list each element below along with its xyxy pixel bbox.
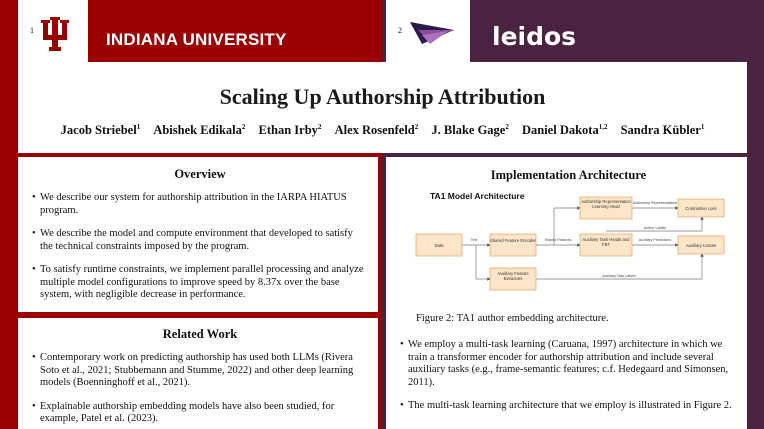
leidos-wordmark: leidos [492, 22, 577, 51]
author: Daniel Dakota$^{1,2}$ [521, 123, 608, 138]
diagram-label-data: Data [434, 243, 444, 248]
author: Alex Rosenfeld$^2$ [334, 123, 419, 138]
list-item: • Explainable authorship embedding models have also been studied, for example, Patel et al. (2023). [32, 401, 368, 426]
list-item: • Contemporary work on predicting authorship has used both LLMs (Rivera Soto et al., 2021; Stubbemann and Stumme, 2022) and other deep learning models (Boenninghoff et al., 2021). [32, 352, 368, 390]
overview-panel [18, 157, 378, 312]
list-item: • We describe our system for authorship attribution in the IARPA HIATUS program. [32, 192, 368, 217]
title-panel [18, 62, 747, 153]
list-item: • We employ a multi-task learning (Caruana, 1997) architecture in which we train a transformer encoder for authorship attribution and include several auxiliary tasks (e.g., frame-semantic features; c.f. Hedegaard and Simonsen, 2011). [400, 339, 740, 389]
iu-logo [18, 0, 88, 62]
overview-heading: Overview [174, 167, 226, 181]
iu-wordmark: INDIANA UNIVERSITY [106, 30, 287, 49]
diagram-label-contrastive-loss: Contrastive Loss [685, 206, 717, 211]
figure-caption: Figure 2: TA1 author embedding architecture. [416, 313, 609, 324]
list-item: • The multi-task learning architecture that we employ is illustrated in Figure 2. [400, 400, 740, 413]
author: Abishek Edikala$^2$ [153, 123, 246, 138]
diagram-label-shared-encoder: Shared Feature Encoder [490, 238, 536, 243]
related-work-panel [18, 318, 378, 429]
author: Jacob Striebel$^1$ [60, 123, 141, 138]
leidos-arrow-icon [408, 18, 458, 48]
author: Ethan Irby$^2$ [258, 123, 322, 138]
list-item: • To satisfy runtime constraints, we implement parallel processing and analyze multiple model configurations to improve speed by 8.37x over the base system, with negligible decrease in performance. [32, 264, 368, 302]
iu-affiliation-number: 1 [30, 26, 34, 35]
edge-label-shared-features: Shared Features [544, 238, 572, 242]
diagram-label-aux-extractors: Auxiliary Feature Extractors [497, 271, 529, 281]
implementation-heading: Implementation Architecture [490, 168, 647, 182]
diagram-label-aux-heads: Auxiliary Task Heads and FBT [582, 237, 630, 247]
implementation-panel [386, 157, 747, 429]
edge-label-auth-repr: Authorship Representations [632, 201, 678, 205]
architecture-diagram [414, 191, 732, 296]
overview-list [32, 192, 368, 302]
author: Sandra Kübler$^1$ [620, 123, 705, 138]
diagram-title: TA1 Model Architecture [430, 191, 525, 201]
poster-title: Scaling Up Authorship Attribution [219, 84, 546, 109]
diagram-label-aux-losses: Auxiliary Losses [685, 243, 717, 248]
author: J. Blake Gage$^2$ [431, 123, 509, 138]
leidos-logo [386, 0, 470, 62]
related-work-heading: Related Work [162, 327, 238, 341]
leidos-affiliation-number: 2 [398, 26, 402, 35]
author-list [18, 123, 747, 138]
list-item: • We describe the model and compute environment that developed to satisfy the technical constraints imposed by the program. [32, 228, 368, 253]
implementation-list [400, 339, 740, 424]
related-work-list [32, 352, 368, 426]
edge-label-text: Text [470, 238, 478, 242]
edge-label-aux-task-labels: Auxiliary Task Labels [602, 274, 636, 278]
diagram-label-authorship-head: Authorship Representation Learning Head [581, 199, 631, 209]
iu-trident-icon [40, 16, 70, 52]
edge-label-aux-pred: Auxiliary Predictions [638, 238, 672, 242]
edge-label-author-labels: Author Labels [643, 226, 667, 230]
